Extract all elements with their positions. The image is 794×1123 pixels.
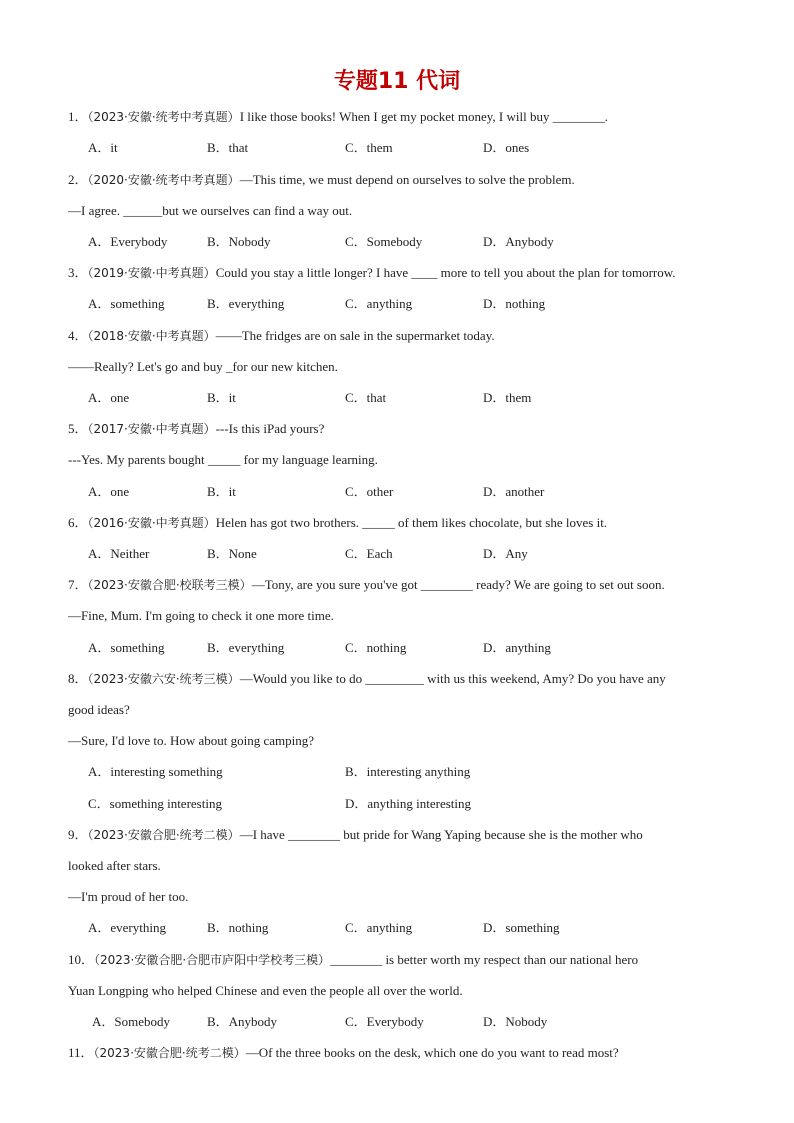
option-a: A．interesting something [88, 764, 223, 779]
question-text-line: ——Really? Let's go and buy _for our new kitchen. [68, 359, 338, 374]
question-number: 8． [68, 671, 88, 686]
option-d: D．something [483, 920, 560, 935]
option-a: A．Somebody [92, 1014, 171, 1029]
option-d: D．them [483, 390, 532, 405]
option-d: D．nothing [483, 296, 546, 311]
question-6 [68, 514, 607, 532]
question-1 [68, 108, 608, 126]
question-number: 3． [68, 265, 88, 280]
option-a: A．everything [88, 920, 166, 935]
question-text-line: —Fine, Mum. I'm going to check it one more time. [68, 608, 334, 623]
question-text-line: —I'm proud of her too. [68, 889, 189, 904]
page-title: 专题11 代词 [333, 69, 461, 94]
question-text: I like those books! When I get my pocket money, I will buy ________. [239, 109, 608, 124]
question-source: （2023·安徽六安·统考三模） [87, 672, 240, 686]
option-c: C．other [345, 484, 394, 499]
option-a: A．one [88, 390, 130, 405]
option-a: A．something [88, 296, 165, 311]
option-c: C．that [345, 390, 387, 405]
option-b: B．Nobody [207, 234, 271, 249]
question-text: ________ is better worth my respect than our national hero [330, 952, 639, 967]
option-b: B．it [207, 484, 236, 499]
question-text: Helen has got two brothers. _____ of them likes chocolate, but she loves it. [215, 515, 608, 530]
question-source: （2016·安徽·中考真题） [87, 516, 216, 530]
option-c: C．something interesting [88, 796, 222, 811]
question-number: 4． [68, 328, 88, 343]
option-b: B．everything [207, 296, 285, 311]
question-text-line: Yuan Longping who helped Chinese and even the people all over the world. [68, 983, 463, 998]
question-source: （2023·安徽·统考中考真题） [87, 110, 240, 124]
option-c: C．them [345, 140, 393, 155]
question-text: —Would you like to do _________ with us this weekend, Amy? Do you have any [239, 671, 666, 686]
option-d: D．Any [483, 546, 528, 561]
question-text-line: looked after stars. [68, 858, 161, 873]
question-text: ---Is this iPad yours? [215, 421, 325, 436]
option-d: D．Nobody [483, 1014, 548, 1029]
question-text-line: ---Yes. My parents bought _____ for my language learning. [68, 452, 378, 467]
question-number: 5． [68, 421, 88, 436]
option-a: A．one [88, 484, 130, 499]
question-2 [68, 171, 575, 189]
option-b: B．that [207, 140, 249, 155]
question-text: —This time, we must depend on ourselves to solve the problem. [239, 172, 575, 187]
option-a: A．Neither [88, 546, 150, 561]
question-3 [68, 264, 676, 282]
question-text: —I have ________ but pride for Wang Yaping because she is the mother who [239, 827, 643, 842]
option-c: C．anything [345, 920, 413, 935]
option-d: D．Anybody [483, 234, 554, 249]
option-d: D．ones [483, 140, 530, 155]
question-source: （2023·安徽合肥·校联考三模） [87, 578, 252, 592]
question-number: 10． [68, 952, 95, 967]
question-source: （2023·安徽合肥·统考二模） [87, 828, 240, 842]
option-d: D．another [483, 484, 545, 499]
option-c: C．nothing [345, 640, 407, 655]
question-text-line: —Sure, I'd love to. How about going camping? [68, 733, 315, 748]
question-4 [68, 327, 495, 345]
option-c: C．Everybody [345, 1014, 424, 1029]
question-text: ——The fridges are on sale in the supermarket today. [215, 328, 495, 343]
option-a: A．it [88, 140, 118, 155]
question-9 [68, 826, 643, 844]
question-11 [68, 1044, 619, 1062]
question-source: （2018·安徽·中考真题） [87, 329, 216, 343]
option-b: B．None [207, 546, 257, 561]
question-number: 1． [68, 109, 88, 124]
question-text-line: good ideas? [68, 702, 130, 717]
question-10 [68, 951, 638, 969]
question-number: 7． [68, 577, 88, 592]
question-number: 9． [68, 827, 88, 842]
option-d: D．anything [483, 640, 551, 655]
question-text: —Tony, are you sure you've got ________ ready? We are going to set out soon. [251, 577, 665, 592]
option-c: C．Somebody [345, 234, 423, 249]
option-c: C．Each [345, 546, 393, 561]
question-text: Could you stay a little longer? I have ____ more to tell you about the plan for tomorrow. [215, 265, 676, 280]
question-text-line: —I agree. ______but we ourselves can find a way out. [68, 203, 353, 218]
option-a: A．Everybody [88, 234, 168, 249]
option-b: B．everything [207, 640, 285, 655]
option-d: D．anything interesting [345, 796, 472, 811]
question-8 [68, 670, 666, 688]
question-source: （2023·安徽合肥·合肥市庐阳中学校考三模） [94, 953, 331, 967]
option-b: B．interesting anything [345, 764, 471, 779]
question-source: （2020·安徽·统考中考真题） [87, 173, 240, 187]
question-source: （2023·安徽合肥·统考二模） [93, 1046, 246, 1060]
question-number: 6． [68, 515, 88, 530]
question-source: （2019·安徽·中考真题） [87, 266, 216, 280]
question-number: 2． [68, 172, 88, 187]
option-b: B．it [207, 390, 236, 405]
option-b: B．Anybody [207, 1014, 278, 1029]
option-a: A．something [88, 640, 165, 655]
question-source: （2017·安徽·中考真题） [87, 422, 216, 436]
question-5 [68, 420, 324, 438]
question-text: —Of the three books on the desk, which one do you want to read most? [245, 1045, 619, 1060]
option-b: B．nothing [207, 920, 269, 935]
question-number: 11． [68, 1045, 94, 1060]
option-c: C．anything [345, 296, 413, 311]
question-7 [68, 576, 665, 594]
